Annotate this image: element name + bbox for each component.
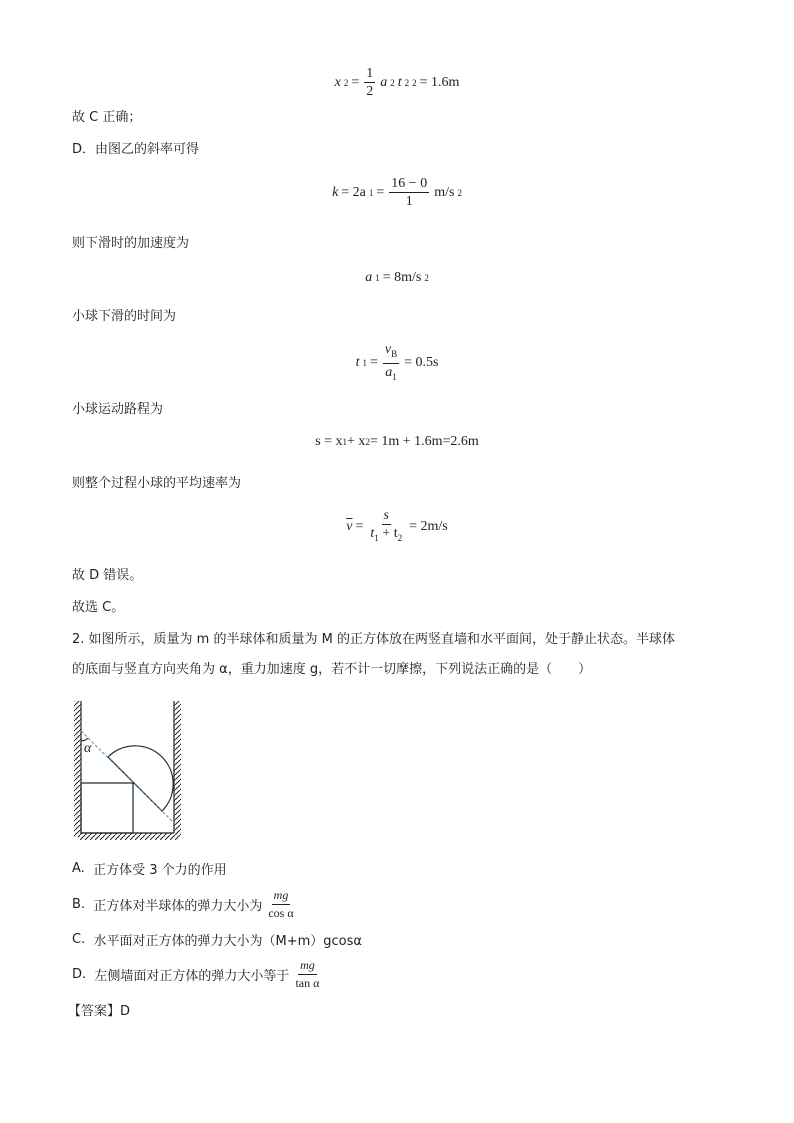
eq-x2-result: = 1.6m: [419, 74, 460, 90]
option-c[interactable]: [72, 930, 362, 949]
text-time: 小球下滑的时间为: [72, 309, 177, 324]
option-d[interactable]: [72, 958, 323, 991]
equation-s: [0, 434, 794, 450]
eq-x2-t-sub: 2: [404, 77, 410, 88]
eq-k-unit-sup: 2: [457, 187, 462, 198]
eq-x2-fraction: [364, 66, 375, 99]
text-choose: 故选 C。: [72, 600, 125, 615]
cube: [81, 783, 133, 833]
eq-v-rhs: = 2m/s: [409, 518, 448, 534]
eq-s-rhs: = 1m + 1.6m=2.6m: [369, 434, 479, 449]
option-c-text: 水平面对正方体的弹力大小为（M+m）gcosα: [93, 934, 362, 949]
eq-x2-lhs: x: [334, 74, 341, 90]
eq-t1-lhs-sub: 1: [362, 358, 367, 369]
eq-s-text: s = x: [315, 434, 343, 449]
eq-v-fraction: [368, 508, 404, 546]
hemisphere: [108, 746, 173, 811]
eq-t1-rhs: = 0.5s: [404, 355, 439, 371]
option-b-den: cos α: [268, 906, 294, 920]
eq-s-sub2: 2: [365, 437, 370, 447]
eq-t1-fraction: [383, 342, 399, 385]
option-b[interactable]: [72, 888, 298, 921]
eq-t1-num-sub: B: [391, 348, 398, 359]
eq-k-unit: m/s: [434, 184, 455, 200]
eq-x2-lhs-sub: 2: [343, 77, 349, 88]
eq-v-den-a-sub: 1: [374, 532, 379, 543]
left-wall-hatch: [74, 701, 81, 837]
eq-k-den: 1: [405, 194, 413, 209]
angle-label: α: [84, 741, 92, 756]
answer-line: [68, 1002, 130, 1022]
eq-v-num: s: [383, 508, 389, 523]
eq-v-lhs: $\overline{v}$: [346, 518, 353, 534]
floor-hatch: [78, 833, 178, 840]
eq-s-sub1: 1: [342, 437, 348, 447]
eq-x2-t-sup: 2: [412, 77, 417, 88]
equation-v: $\overline{v}$ = $\frac{s}{t_1 + t_2}$ = 2m/s: [0, 508, 794, 546]
eq-t1-num: v: [384, 342, 392, 357]
eq-t1-den: a: [385, 364, 393, 380]
eq-v-den-b-sub: 2: [397, 532, 403, 543]
question-2-line1: 2. 如图所示，质量为 m 的半球体和质量为 M 的正方体放在两竖直墙和水平面间，处于静止状态。半球体: [72, 632, 675, 647]
eq-k-num: 16 − 0: [391, 176, 428, 191]
option-d-den: tan α: [295, 976, 320, 990]
eq-v-den-a: t: [370, 526, 375, 541]
equation-x2: x 2 = $\frac{1}{2}$ a 2 t 2 2 = 1.6m: [334, 66, 460, 99]
eq-x2-frac-num: 1: [366, 66, 374, 81]
eq-x2-frac-den: 2: [366, 84, 374, 99]
eq-t1-den-sub: 1: [392, 371, 397, 382]
answer-value: D: [120, 1004, 131, 1019]
equation-a1: [0, 270, 794, 286]
equation-t1: t 1 = $\frac{v_B}{a_1}$ = 0.5s: [0, 342, 794, 385]
equation-k: k = 2a 1 = $\frac{16 - 0}{1}$ m/s 2: [332, 176, 462, 209]
option-d-fraction: [293, 958, 321, 991]
text-path: 小球运动路程为: [72, 402, 164, 417]
option-b-fraction: [266, 888, 295, 921]
eq-v-den-plus: + t: [378, 526, 398, 541]
option-d-label: D.: [72, 967, 87, 982]
eq-x2-a: a: [380, 74, 388, 90]
option-d-text: 左侧墙面对正方体的弹力大小等于: [94, 969, 290, 984]
option-a-label: A.: [72, 861, 85, 876]
eq-t1-lhs: t: [355, 355, 360, 371]
eq-k-mid: = 2a: [341, 184, 366, 200]
eq-x2-t: t: [397, 74, 402, 90]
eq-k-fraction: [389, 176, 429, 209]
option-c-label: C.: [72, 932, 86, 947]
text-d-intro: D．由图乙的斜率可得: [72, 142, 200, 157]
eq-s-plus: + x: [347, 434, 366, 449]
right-wall-hatch: [174, 701, 181, 837]
eq-a1-rhs-sup: 2: [424, 273, 429, 283]
text-d-wrong: 故 D 错误。: [72, 568, 143, 583]
option-a-text: 正方体受 3 个力的作用: [93, 863, 227, 878]
question-2-line2: 的底面与竖直方向夹角为 α，重力加速度 g，若不计一切摩擦，下列说法正确的是（ ）: [72, 662, 592, 677]
eq-x2-a-sub: 2: [390, 77, 395, 88]
text-accel: 则下滑时的加速度为: [72, 236, 190, 251]
eq-a1-lhs: a: [365, 270, 373, 285]
option-b-label: B.: [72, 897, 86, 912]
eq-a1-lhs-sub: 1: [375, 273, 380, 283]
option-b-text: 正方体对半球体的弹力大小为: [93, 899, 263, 914]
text-avg: 则整个过程小球的平均速率为: [72, 476, 242, 491]
eq-k-mid-sub: 1: [368, 187, 374, 198]
answer-tag: 【答案】: [68, 1004, 121, 1019]
text-c-correct: 故 C 正确；: [72, 110, 142, 125]
eq-a1-rhs: = 8m/s: [382, 270, 422, 285]
option-b-num: mg: [272, 888, 291, 905]
option-d-num: mg: [298, 958, 317, 975]
eq-k-lhs: k: [332, 184, 339, 200]
option-a[interactable]: [72, 859, 227, 878]
physics-figure: [70, 695, 185, 843]
